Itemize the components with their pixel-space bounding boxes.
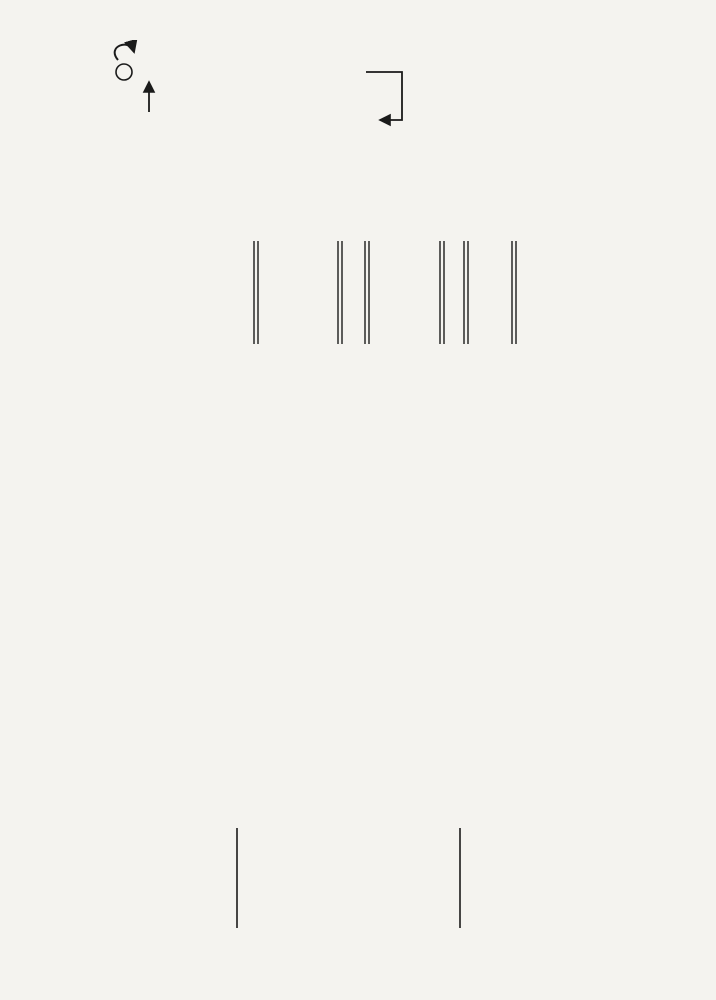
state-graph-figure xyxy=(104,40,404,160)
self-loop-arrow xyxy=(115,45,134,60)
graph-node-0 xyxy=(116,64,132,80)
cycle-connector-right xyxy=(366,72,402,120)
